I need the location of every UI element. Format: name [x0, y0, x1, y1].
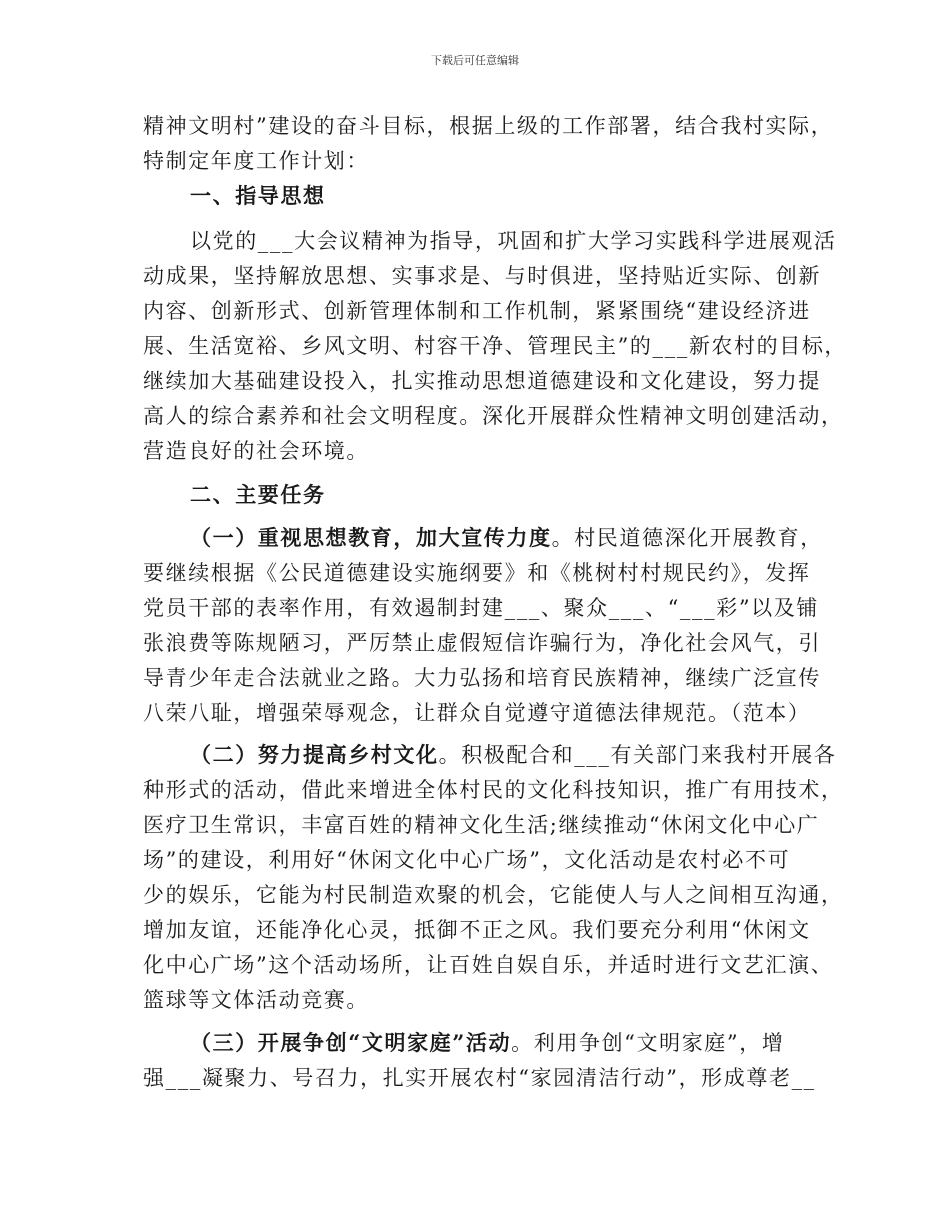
section-heading: 二、主要任务 — [190, 482, 326, 507]
paragraph-line: 增加友谊，还能净化心灵，抵御不正之风。我们要充分利用“休闲文 — [143, 918, 811, 942]
paragraph-line: 动成果，坚持解放思想、实事求是、与时俱进，坚持贴近实际、创新 — [143, 264, 821, 288]
paragraph-line: 化中心广场”这个活动场所，让百姓自娱自乐，并适时进行文艺汇演、 — [143, 953, 834, 977]
paragraph-line: 内容、创新形式、创新管理体制和工作机制，紧紧围绕“建设经济进 — [143, 299, 811, 323]
paragraph-line — [190, 1028, 784, 1058]
paragraph-line: 导青少年走合法就业之路。大力弘扬和培育民族精神，继续广泛宣传 — [143, 666, 821, 690]
paragraph-line: 八荣八耻，增强荣辱观念，让群众自觉遵守道德法律规范。（范本） — [143, 701, 811, 725]
paragraph-line: 党员干部的表率作用，有效遏制封建___、聚众___、“___彩”以及铺 — [143, 596, 819, 620]
page-header: 下载后可任意编辑 — [431, 54, 519, 67]
paragraph-line: 继续加大基础建设投入，扎实推动思想道德建设和文化建设，努力提 — [143, 369, 821, 393]
paragraph-line: 少的娱乐，它能为村民制造欢聚的机会，它能使人与人之间相互沟通， — [143, 883, 844, 907]
paragraph-line — [190, 523, 823, 553]
paragraph-line: 精神文明村”建设的奋斗目标，根据上级的工作部署，结合我村实际， — [143, 114, 834, 138]
paragraph-line: 篮球等文体活动竞赛。 — [143, 988, 369, 1012]
subsection-title: （三）开展争创“文明家庭”活动 — [190, 1030, 512, 1055]
paragraph-line: 要继续根据《公民道德建设实施纲要》和《桃树村村规民约》，发挥 — [143, 561, 811, 585]
paragraph-text: 。利用争创“文明家庭”，增 — [511, 1031, 785, 1055]
paragraph-line: 特制定年度工作计划： — [143, 149, 369, 173]
paragraph-line: 展、生活宽裕、乡风文明、村容干净、管理民主”的___新农村的目标， — [143, 334, 848, 358]
paragraph-line: 张浪费等陈规陋习，严厉禁止虚假短信诈骗行为，净化社会风气，引 — [143, 631, 821, 655]
paragraph-line: 医疗卫生常识，丰富百姓的精神文化生活;继续推动“休闲文化中心广 — [143, 813, 820, 837]
paragraph-text: 。村民道德深化开展教育， — [551, 526, 823, 550]
paragraph-line: 营造良好的社会环境。 — [143, 439, 369, 463]
subsection-title: （二）努力提高乡村文化 — [190, 742, 439, 767]
section-heading: 一、指导思想 — [190, 183, 326, 208]
paragraph-text: 。积极配合和___有关部门来我村开展各 — [438, 743, 837, 767]
paragraph-line: 高人的综合素养和社会文明程度。深化开展群众性精神文明创建活动， — [143, 404, 844, 428]
paragraph-line: 强___凝聚力、号召力，扎实开展农村“家园清洁行动”，形成尊老__ — [143, 1066, 816, 1090]
paragraph-line: 场”的建设，利用好“休闲文化中心广场”，文化活动是农村必不可 — [143, 848, 791, 872]
paragraph-line: 种形式的活动，借此来增进全体村民的文化科技知识，推广有用技术， — [143, 778, 844, 802]
subsection-title: （一）重视思想教育，加大宣传力度 — [190, 525, 552, 550]
paragraph-line: 以党的___大会议精神为指导，巩固和扩大学习实践科学进展观活 — [190, 229, 837, 253]
paragraph-line — [190, 740, 837, 770]
